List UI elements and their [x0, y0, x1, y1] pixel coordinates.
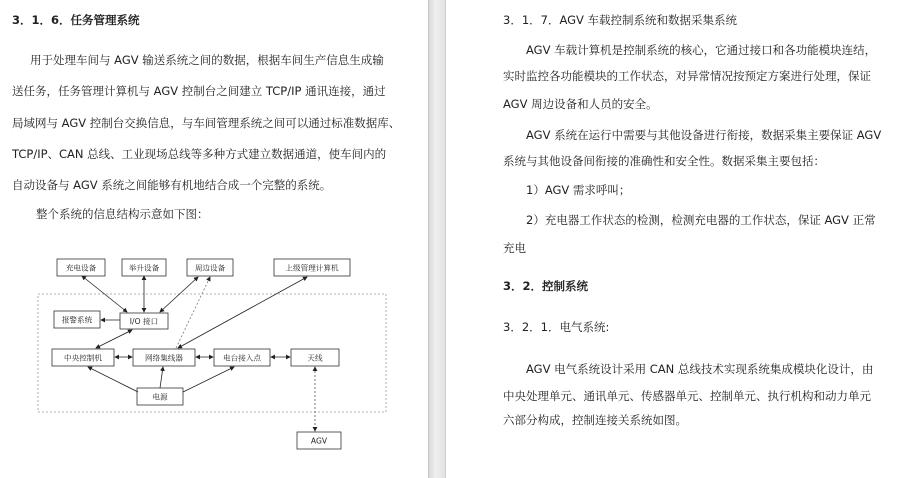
paragraph-line: 整个系统的信息结构示意如下图：	[36, 207, 209, 221]
box-charger	[57, 259, 105, 276]
paragraph-line: AGV 系统在运行中需要与其他设备进行衔接，数据采集主要保证 AGV	[526, 128, 882, 142]
label-central: 中央控制机	[64, 353, 102, 363]
page-gutter	[428, 0, 446, 478]
label-hub: 网络集线器	[145, 353, 183, 363]
section-heading-316: 3．1．6．任务管理系统	[12, 13, 140, 27]
paragraph-line: 实时监控各功能模块的工作状态，对异常情况按预定方案进行处理，保证	[503, 69, 871, 83]
box-alarm	[54, 311, 100, 328]
label-power: 电源	[152, 392, 168, 402]
link-hub-peripheral-dashed	[176, 277, 210, 348]
paragraph-line: AGV 车载计算机是控制系统的核心，它通过接口和各功能模块连结，	[526, 43, 877, 57]
section-heading-321: 3．2．1．电气系统:	[503, 320, 610, 334]
paragraph-line: AGV 电气系统设计采用 CAN 总线技术实现系统集成模块化设计，由	[526, 362, 874, 376]
system-structure-diagram	[0, 0, 428, 478]
label-radio-ap: 电台接入点	[223, 353, 261, 363]
label-agv: AGV	[310, 436, 328, 446]
paragraph-line: TCP/IP、CAN 总线、工业现场总线等多种方式建立数据通道，使车间内的	[12, 147, 387, 161]
link-upper-pc-hub	[178, 277, 307, 348]
paragraph-line: AGV 周边设备和人员的安全。	[503, 97, 658, 111]
box-power	[137, 388, 183, 405]
list-item: 2）充电器工作状态的检测，检测充电器的工作状态，保证 AGV 正常	[526, 213, 876, 227]
label-peripheral: 周边设备	[194, 263, 226, 273]
box-upper-pc	[274, 259, 350, 276]
list-item-continuation: 充电	[503, 241, 526, 255]
box-peripheral	[187, 259, 233, 276]
link-power-hub	[160, 367, 163, 388]
paragraph-line: 六部分构成，控制连接关系统如图。	[503, 413, 687, 427]
box-io	[120, 313, 168, 329]
right-page	[446, 0, 903, 478]
link-charger-io	[82, 276, 127, 312]
label-antenna: 天线	[307, 353, 323, 363]
link-peripheral-io	[160, 277, 198, 312]
label-upper-pc: 上级管理计算机	[285, 263, 339, 273]
label-io: I/O 接口	[129, 317, 159, 326]
link-io-central	[96, 330, 132, 348]
link-power-radio	[183, 367, 234, 392]
paragraph-line: 局域网与 AGV 控制台交换信息，与车间管理系统之间可以通过标准数据库、	[12, 116, 401, 130]
box-hub	[133, 349, 195, 366]
paragraph-line: 系统与其他设备间衔接的准确性和安全性。数据采集主要包括：	[503, 154, 825, 168]
box-central	[52, 349, 114, 366]
paragraph-line: 用于处理车间与 AGV 输送系统之间的数据，根据车间生产信息生成输	[30, 53, 384, 67]
box-agv	[297, 432, 341, 449]
section-heading-32: 3．2．控制系统	[503, 279, 589, 293]
paragraph-line: 中央处理单元、通讯单元、传感器单元、控制单元、执行机构和动力单元	[503, 389, 871, 403]
label-alarm: 报警系统	[61, 315, 93, 325]
box-radio-ap	[214, 349, 270, 366]
link-power-central	[88, 367, 138, 392]
paragraph-line: 自动设备与 AGV 系统之间能够有机地结合成一个完整的系统。	[12, 178, 332, 192]
section-heading-317: 3．1．7．AGV 车载控制系统和数据采集系统	[503, 13, 738, 27]
label-lifter: 举升设备	[128, 263, 160, 273]
paragraph-line: 送任务，任务管理计算机与 AGV 控制台之间建立 TCP/IP 通讯连接，通过	[12, 84, 386, 98]
list-item: 1）AGV 需求呼叫；	[526, 183, 631, 197]
label-charger: 充电设备	[65, 263, 97, 273]
box-antenna	[291, 349, 339, 366]
box-lifter	[122, 259, 166, 276]
left-page	[0, 0, 428, 478]
